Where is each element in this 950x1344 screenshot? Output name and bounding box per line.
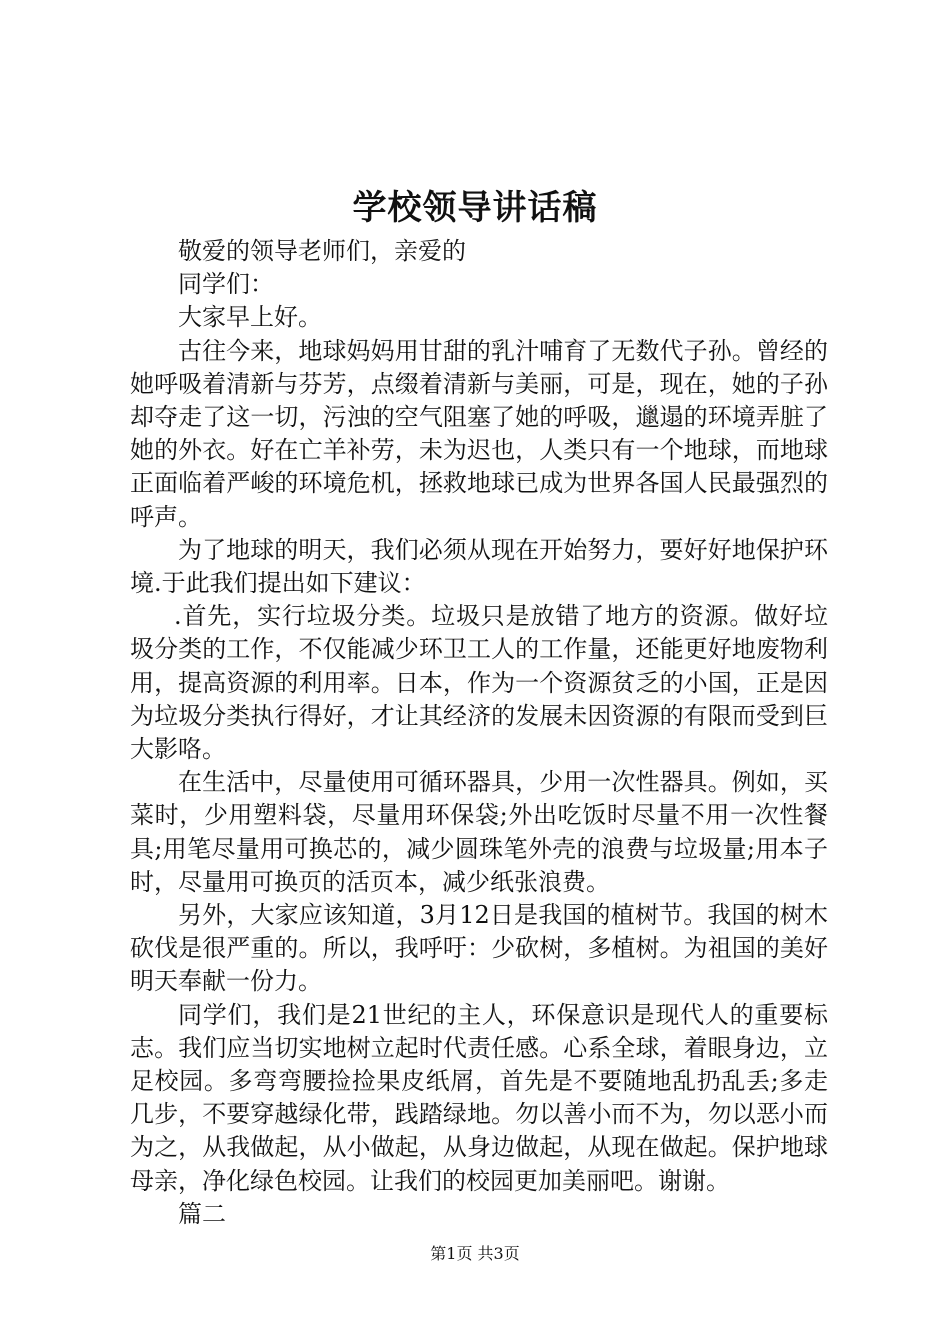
- paragraph-garbage-sorting: .首先，实行垃圾分类。垃圾只是放错了地方的资源。做好垃圾分类的工作，不仅能减少环卫工人的工作量，还能更好地废物利用，提高资源的利用率。日本，作为一个资源贫乏的小国，正是因为垃圾分类执行得好，才让其经济的发展未因资源的有限而受到巨大影咯。: [130, 602, 828, 764]
- document-body: [130, 235, 828, 1231]
- paragraph-reusable: 在生活中，尽量使用可循环器具，少用一次性器具。例如，买菜时，少用塑料袋，尽量用环保袋;外出吃饭时尽量不用一次性餐具;用笔尽量用可换芯的，减少圆珠笔外壳的浪费与垃圾量;用本子时，尽量用可换页的活页本，减少纸张浪费。: [130, 768, 828, 896]
- salutation: 大家早上好。: [178, 303, 322, 332]
- document-title: 学校领导讲话稿: [352, 188, 598, 228]
- section-heading-part-two: 篇二: [178, 1199, 226, 1228]
- paragraph-call-to-action: 同学们，我们是21世纪的主人，环保意识是现代人的重要标志。我们应当切实地树立起时代责任感。心系全球，着眼身边，立足校园。多弯弯腰捡捡果皮纸屑，首先是不要随地乱扔乱丢;多走几步，不要穿越绿化带，践踏绿地。勿以善小而不为，勿以恶小而为之，从我做起，从小做起，从身边做起，从现在做起。保护地球母亲，净化绿色校园。让我们的校园更加美丽吧。谢谢。: [130, 1000, 828, 1195]
- paragraph-tree-planting: 另外，大家应该知道，3月12日是我国的植树节。我国的树木砍伐是很严重的。所以，我呼吁：少砍树，多植树。为祖国的美好明天奉献一份力。: [130, 901, 828, 996]
- greeting-line-2: 同学们：: [178, 270, 274, 299]
- page-footer: 第1页 共3页: [430, 1244, 520, 1263]
- paragraph-earth: 古往今来，地球妈妈用甘甜的乳汁哺育了无数代子孙。曾经的她呼吸着清新与芬芳，点缀着清新与美丽，可是，现在，她的子孙却夺走了这一切，污浊的空气阻塞了她的呼吸，邋遢的环境弄脏了她的外衣。好在亡羊补劳，未为迟也，人类只有一个地球，而地球正面临着严峻的环境危机，拯救地球已成为世界各国人民最强烈的呼声。: [130, 336, 828, 531]
- paragraph-proposal: 为了地球的明天，我们必须从现在开始努力，要好好地保护环境.于此我们提出如下建议：: [130, 535, 828, 598]
- greeting-line: 敬爱的领导老师们，亲爱的: [178, 237, 466, 265]
